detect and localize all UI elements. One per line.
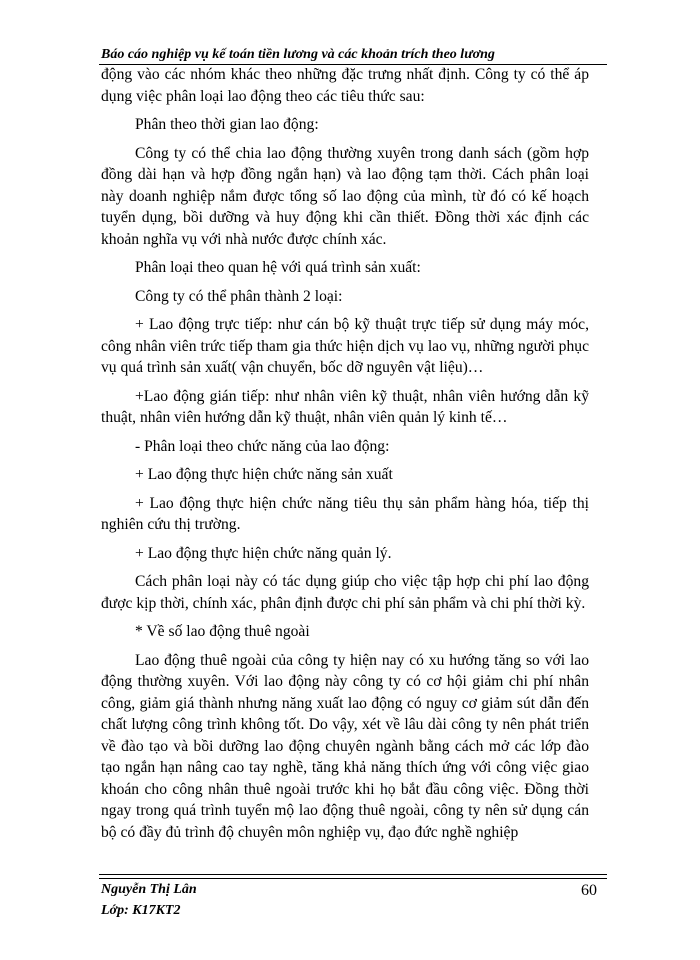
paragraph-sales-function: + Lao động thực hiện chức năng tiêu thụ sản phẩm hàng hóa, tiếp thị nghiên cứu thị trường. (101, 494, 589, 533)
paragraph-heading-outsourced: * Về số lao động thuê ngoài (135, 623, 310, 640)
footer-rule-top (99, 874, 607, 875)
paragraph-heading-by-function: - Phân loại theo chức năng của lao động: (135, 437, 390, 455)
paragraph-indirect-labor: +Lao động gián tiếp: như nhân viên kỹ thuật, nhân viên hướng dẫn kỹ thuật, nhân viên hướng dẫn kỹ thuật, nhân viên quản lý kinh tế… (101, 387, 589, 426)
paragraph-management-function: + Lao động thực hiện chức năng quản lý. (135, 544, 392, 562)
page-number: 60 (581, 882, 597, 899)
paragraph-two-types: Công ty có thể phân thành 2 loại: (135, 287, 343, 305)
footer-class: Lớp: K17KT2 (101, 903, 181, 918)
paragraph-production-function: + Lao động thực hiện chức năng sản xuất (135, 466, 393, 483)
paragraph-heading-by-production: Phân loại theo quan hệ với quá trình sản xuất: (135, 259, 421, 276)
footer-author: Nguyễn Thị Lân (101, 882, 197, 897)
paragraph-continuation: động vào các nhóm khác theo những đặc trưng nhất định. Công ty có thể áp dụng việc phân loại lao động theo các tiêu thức sau: (101, 66, 589, 105)
footer-rule-bottom (99, 878, 607, 879)
paragraph-outsourced-labor: Lao động thuê ngoài của công ty hiện nay có xu hướng tăng so với lao động thường xuyên. Với lao động này công ty có cơ hội giảm chi phí nhân công, giảm giá thành nhưng năng xuất lao động có nguy cơ giảm sút dẫn đến chất lượng công trình không tốt. Do vậy, xét về lâu dài công ty nên phát triển về đào tạo và bồi dưỡng lao động chuyên ngành bằng cách mở các lớp đào tạo ngắn hạn nâng cao tay nghề, tăng khả năng thích ứng với công việc giao khoán cho công nhân thuê ngoài trước khi họ bắt đầu công việc. Đồng thời ngay trong quá trình tuyển mộ lao động thuê ngoài, công ty nên sử dụng cán bộ có đầy đủ trình độ chuyên môn nghiệp vụ, đạo đức nghề nghiệp (101, 651, 589, 841)
paragraph-direct-labor: + Lao động trực tiếp: như cán bộ kỹ thuật trực tiếp sử dụng máy móc, công nhân viên trức tiếp tham gia thức hiện dịch vụ lao vụ, những người phục vụ quá trình sản xuất( vận chuyển, bốc dỡ nguyên vật liệu)… (101, 316, 589, 376)
paragraph-heading-by-time: Phân theo thời gian lao động: (135, 116, 319, 133)
body-text (101, 64, 589, 850)
header-title: Báo cáo nghiệp vụ kế toán tiền lương và các khoản trích theo lương (101, 47, 495, 62)
paragraph-classification-effect: Cách phân loại này có tác dụng giúp cho việc tập hợp chi phí lao động được kịp thời, chính xác, phân định được chi phí sản phẩm và chi phí thời kỳ. (101, 573, 589, 612)
paragraph-time-classification: Công ty có thể chia lao động thường xuyên trong danh sách (gồm hợp đồng dài hạn và hợp đồng ngắn hạn) và lao động tạm thời. Cách phân loại này doanh nghiệp nắm được tổng số lao động của mình, từ đó có kế hoạch tuyển dụng, bồi dưỡng và huy động khi cần thiết. Đồng thời xác định các khoản nghĩa vụ với nhà nước được chính xác. (101, 144, 589, 248)
